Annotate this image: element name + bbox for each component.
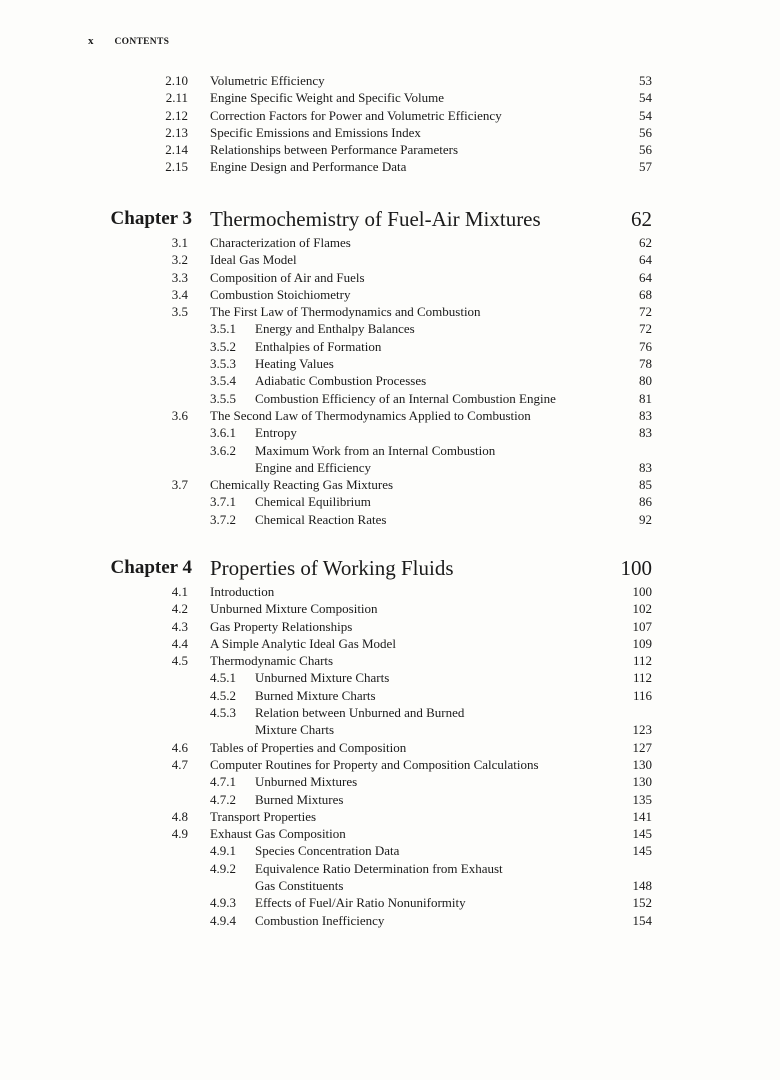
section-number: 4.5.3 (210, 705, 236, 721)
section-number: 4.6 (171, 739, 188, 755)
page-number: 145 (632, 843, 652, 859)
toc-entry (0, 808, 780, 825)
page-number: 109 (632, 635, 652, 651)
page-number: 148 (632, 878, 652, 894)
section-number: 4.9.4 (210, 912, 236, 928)
toc-entry (0, 407, 780, 424)
page-number: 72 (639, 304, 652, 320)
section-number: 3.5.5 (210, 390, 236, 406)
section-title: Engine Design and Performance Data (210, 159, 407, 175)
page-number: 116 (632, 687, 652, 703)
toc-entry (0, 269, 780, 286)
section-number: 2.10 (165, 73, 188, 88)
toc-entry (0, 912, 780, 929)
section-number: 4.2 (171, 601, 188, 617)
section-title: The First Law of Thermodynamics and Combustion (210, 304, 481, 320)
chapter-label: Chapter 4 (110, 557, 192, 578)
section-title: Unburned Mixture Charts (255, 670, 390, 686)
toc-entry (0, 635, 780, 652)
toc-entry (0, 442, 780, 459)
toc-entry (0, 355, 780, 372)
toc-entry (0, 493, 780, 510)
toc-entry (0, 158, 780, 175)
chapter-title: Properties of Working Fluids (210, 556, 454, 580)
page-number: 76 (639, 338, 652, 354)
section-number: 4.4 (171, 635, 188, 651)
page-number: 72 (639, 321, 652, 337)
toc-entry (0, 756, 780, 773)
section-title: Maximum Work from an Internal Combustion (255, 442, 496, 458)
page-number: 85 (639, 477, 652, 493)
section-title: Tables of Properties and Composition (210, 739, 407, 755)
toc-entry (0, 687, 780, 704)
section-title: Characterization of Flames (210, 235, 351, 250)
toc-entry (0, 652, 780, 669)
toc-entry (0, 286, 780, 303)
section-number: 3.5.2 (210, 338, 236, 354)
section-number: 2.14 (165, 142, 188, 158)
toc-entry (0, 476, 780, 493)
chapter-page: 100 (620, 556, 652, 580)
section-title: Entropy (255, 425, 297, 441)
section-number: 3.6.2 (210, 442, 236, 458)
toc-block-chapter-4 (0, 553, 780, 929)
page-number: 102 (632, 601, 652, 617)
section-title: Relationships between Performance Parameters (210, 142, 458, 158)
section-title: Chemically Reacting Gas Mixtures (210, 477, 394, 493)
page-number: 56 (639, 124, 652, 140)
toc-entry (0, 618, 780, 635)
toc-entry (0, 89, 780, 106)
toc-entry (0, 141, 780, 158)
section-title: Chemical Reaction Rates (255, 511, 387, 527)
section-number: 3.5.4 (210, 373, 236, 389)
section-title: Computer Routines for Property and Composition Calculations (210, 756, 539, 772)
page-number: 64 (639, 252, 652, 268)
section-number: 2.11 (165, 90, 188, 106)
page-number: 56 (639, 142, 652, 158)
page-number: 57 (639, 159, 652, 175)
section-title: Engine Specific Weight and Specific Volume (210, 90, 444, 106)
section-number: 2.12 (165, 107, 188, 123)
section-number: 2.15 (165, 159, 188, 175)
section-number: 3.1 (171, 235, 188, 250)
page-number: 83 (639, 459, 652, 475)
section-number: 4.5.1 (210, 670, 236, 686)
section-title: Unburned Mixture Composition (210, 601, 378, 617)
page-number: 64 (639, 269, 652, 285)
page-number: 78 (639, 356, 652, 372)
chapter-heading (0, 204, 780, 234)
section-number: 2.13 (165, 124, 188, 140)
section-number: 3.4 (171, 286, 188, 302)
page-number: 80 (639, 373, 652, 389)
running-title: CONTENTS (114, 37, 170, 47)
section-number: 4.9.3 (210, 895, 236, 911)
section-number: 4.9 (171, 826, 188, 842)
toc-entry (0, 338, 780, 355)
section-title: Composition of Air and Fuels (210, 269, 365, 285)
toc-entry (0, 739, 780, 756)
section-title: Combustion Efficiency of an Internal Combustion Engine (255, 390, 556, 406)
section-title: The Second Law of Thermodynamics Applied to Combustion (210, 407, 531, 423)
page-number: 83 (639, 407, 652, 423)
section-number: 4.3 (171, 618, 188, 634)
section-number: 3.5.3 (210, 356, 236, 372)
chapter-title: Thermochemistry of Fuel-Air Mixtures (210, 207, 541, 231)
toc-entry (0, 825, 780, 842)
toc-entry (0, 107, 780, 124)
page-number: 123 (632, 722, 652, 738)
section-number: 3.6.1 (210, 425, 236, 441)
section-number: 3.6 (171, 407, 188, 423)
toc-entry (0, 251, 780, 268)
section-title: Heating Values (255, 356, 334, 372)
page-number: 141 (632, 808, 652, 824)
section-number: 4.1 (171, 584, 188, 599)
section-title: Adiabatic Combustion Processes (255, 373, 427, 389)
toc-entry (0, 72, 780, 89)
section-number: 4.9.2 (210, 860, 236, 876)
toc-entry (0, 320, 780, 337)
page-number: 54 (639, 107, 652, 123)
toc-block-chapter-3 (0, 204, 780, 528)
toc-entry (0, 234, 780, 251)
section-number: 3.7 (171, 477, 188, 493)
section-title: Ideal Gas Model (210, 252, 297, 268)
chapter-label: Chapter 3 (110, 208, 192, 229)
section-title-continued: Mixture Charts (255, 722, 335, 738)
toc-entry (0, 669, 780, 686)
section-title: Combustion Stoichiometry (210, 286, 351, 302)
section-number: 3.7.1 (210, 494, 236, 510)
toc-entry (0, 600, 780, 617)
section-title: Species Concentration Data (255, 843, 400, 859)
page-number: 86 (639, 494, 652, 510)
section-title-continued: Gas Constituents (255, 878, 344, 894)
section-title-continued: Engine and Efficiency (255, 459, 371, 475)
section-title: Equivalence Ratio Determination from Exhaust (255, 860, 503, 876)
section-title: Combustion Inefficiency (255, 912, 385, 928)
section-title: Volumetric Efficiency (210, 73, 325, 88)
page-number: 107 (632, 618, 652, 634)
page-number: x (88, 35, 94, 47)
toc-entry (0, 511, 780, 528)
toc-entry (0, 704, 780, 721)
section-number: 3.5 (171, 304, 188, 320)
page-number: 92 (639, 511, 652, 527)
section-number: 4.5.2 (210, 687, 236, 703)
section-number: 4.7.2 (210, 791, 236, 807)
section-title: Enthalpies of Formation (255, 338, 382, 354)
page-number: 100 (632, 584, 652, 599)
page-number: 154 (632, 912, 652, 928)
section-title: Exhaust Gas Composition (210, 826, 346, 842)
toc-entry (0, 894, 780, 911)
section-title: Thermodynamic Charts (210, 653, 334, 669)
section-number: 3.7.2 (210, 511, 236, 527)
page-number: 83 (639, 425, 652, 441)
section-title: Effects of Fuel/Air Ratio Nonuniformity (255, 895, 466, 911)
toc-entry-continuation (0, 721, 780, 738)
section-title: Chemical Equilibrium (255, 494, 371, 510)
toc-entry-continuation (0, 459, 780, 476)
section-title: Specific Emissions and Emissions Index (210, 124, 421, 140)
section-title: Unburned Mixtures (255, 774, 358, 790)
toc-block-chapter-2-continued (0, 72, 780, 176)
page-number: 145 (632, 826, 652, 842)
toc-entry (0, 424, 780, 441)
section-number: 4.8 (171, 808, 188, 824)
section-title: Transport Properties (210, 808, 317, 824)
section-title: Gas Property Relationships (210, 618, 353, 634)
section-title: Burned Mixture Charts (255, 687, 376, 703)
section-number: 4.5 (171, 653, 188, 669)
toc-entry (0, 791, 780, 808)
page-number: 135 (632, 791, 652, 807)
page-number: 68 (639, 286, 652, 302)
section-number: 4.7 (171, 756, 188, 772)
section-number: 3.3 (171, 269, 188, 285)
section-title: Burned Mixtures (255, 791, 344, 807)
toc-entry (0, 583, 780, 600)
section-number: 4.9.1 (210, 843, 236, 859)
section-number: 4.7.1 (210, 774, 236, 790)
section-title: Relation between Unburned and Burned (255, 705, 465, 721)
page-number: 81 (639, 390, 652, 406)
chapter-page: 62 (631, 207, 652, 231)
section-title: Energy and Enthalpy Balances (255, 321, 415, 337)
toc-entry (0, 842, 780, 859)
section-title: Introduction (210, 584, 275, 599)
toc-entry (0, 303, 780, 320)
toc-entry (0, 860, 780, 877)
section-number: 3.5.1 (210, 321, 236, 337)
toc-entry (0, 372, 780, 389)
running-header (88, 35, 169, 47)
page-number: 130 (632, 774, 652, 790)
page-number: 112 (632, 653, 652, 669)
page-number: 130 (632, 756, 652, 772)
section-title: Correction Factors for Power and Volumetric Efficiency (210, 107, 502, 123)
page-number: 54 (639, 90, 652, 106)
page-number: 53 (639, 73, 652, 88)
section-title: A Simple Analytic Ideal Gas Model (210, 635, 396, 651)
page-number: 152 (632, 895, 652, 911)
toc-entry-continuation (0, 877, 780, 894)
page-number: 127 (632, 739, 652, 755)
section-number: 3.2 (171, 252, 188, 268)
toc-entry (0, 773, 780, 790)
toc-entry (0, 124, 780, 141)
page-number: 112 (632, 670, 652, 686)
page-number: 62 (639, 235, 652, 250)
chapter-heading (0, 553, 780, 583)
toc-entry (0, 390, 780, 407)
